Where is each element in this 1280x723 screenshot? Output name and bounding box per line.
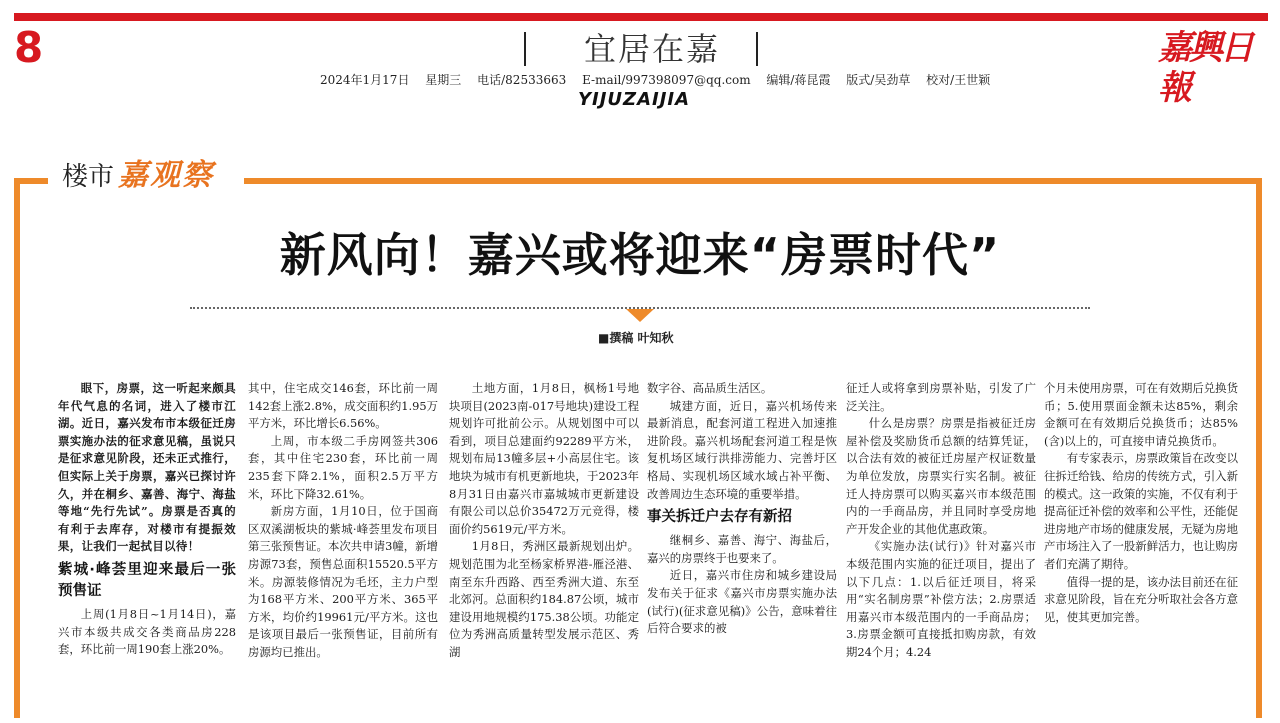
newspaper-masthead: 嘉興日報: [1158, 28, 1251, 108]
triangle-marker-icon: [626, 309, 654, 322]
paragraph: 其中，住宅成交146套，环比前一周142套上涨2.8%，成交面积约1.95万平方米，环比增长6.56%。: [248, 381, 438, 431]
issue-date: 2024年1月17日: [320, 73, 410, 87]
paragraph: 个月未使用房票，可在有效期后兑换货币；5.使用票面金额未达85%，剩余金额可在有效期后兑换货币；达85%(含)以上的，可直接申请兑换货币。: [1044, 381, 1238, 448]
page-number: 8: [14, 23, 44, 72]
article-column-2: [248, 380, 438, 662]
contact-email: E-mail/997398097@qq.com: [582, 73, 751, 87]
article-column-6: [1044, 380, 1238, 626]
paragraph: 数字谷、高品质生活区。: [647, 381, 773, 395]
section-title: 宜居在嘉: [583, 30, 720, 68]
paragraph: 征迁人或将拿到房票补贴，引发了广泛关注。: [846, 381, 1036, 413]
subheading-2: 事关拆迁户去存有新招: [647, 509, 792, 526]
top-red-bar: [14, 13, 1268, 21]
article-column-1: [58, 380, 236, 659]
paragraph: 什么是房票？房票是指被征迁房屋补偿及奖励货币总额的结算凭证，以合法有效的被征迁房屋产权证数量为单位发放，房票实行实名制。被征迁人持房票可以购买嘉兴市本级范围内的一手商品房，并且同时享受房地产开发企业的其他优惠政策。: [846, 416, 1036, 536]
article-column-3: [449, 380, 639, 662]
paragraph: 继桐乡、嘉善、海宁、海盐后，嘉兴的房票终于也要来了。: [647, 533, 837, 565]
paragraph: 1月8日，秀洲区最新规划出炉。规划范围为北至杨家桥界港-雁泾港、南至东升西路、西至秀洲大道、东至北郊河。总面积约184.87公顷，城市建设用地规模约175.38公顷。功能定位为秀洲高质量转型发展示范区、秀湖: [449, 539, 639, 659]
contact-phone: 电话/82533663: [477, 73, 567, 87]
paragraph: 上周(1月8日~1月14日)，嘉兴市本级共成交各类商品房228套，环比前一周190套上涨20%。: [58, 606, 236, 657]
article-byline: ■撰稿 叶知秋: [598, 331, 674, 345]
divider-right: [756, 32, 758, 66]
article-column-4: [647, 380, 837, 638]
paragraph: 有专家表示，房票政策旨在改变以往拆迁给钱、给房的传统方式，引入新的模式。这一政策的实施，不仅有利于提高征迁补偿的效率和公平性，还能促进房地产市场的健康发展，无疑为房地产市场注入了一股新鲜活力，也让购房者们充满了期待。: [1044, 451, 1238, 571]
paragraph: 《实施办法(试行)》针对嘉兴市本级范围内实施的征迁项目，提出了以下几点：1.以后征迁项目，将采用“实名制房票”补偿方法；2.房票适用嘉兴市本级范围内的一手商品房；3.房票金额可直接抵扣购房款，有效期24个月；4.24: [846, 539, 1036, 659]
paragraph: 值得一提的是，该办法目前还在征求意见阶段，旨在充分听取社会各方意见，使其更加完善。: [1044, 574, 1238, 624]
paragraph: 新房方面，1月10日，位于国商区双溪湖板块的紫城·峰荟里发布项目第三张预售证。本次共申请3幢，新增房源73套，预售总面积15520.5平方米。房源装修情况为毛坯，主力户型为168平方米、200平方米、365平方米，均价约19961元/平方米。这也是该项目最后一张预售证，目前所有房源均已推出。: [248, 504, 438, 659]
column-label-main: 楼市: [62, 162, 115, 192]
subheading-1: 紫城·峰荟里迎来最后一张预售证: [58, 561, 236, 599]
column-label-accent: 嘉观察: [118, 158, 214, 193]
proofreader-credit: 校对/王世颖: [926, 73, 991, 87]
paragraph: 城建方面，近日，嘉兴机场传来最新消息，配套河道工程进入加速推进阶段。嘉兴机场配套河道工程是恢复机场区域行洪排涝能力、完善圩区格局、实现机场区域水域占补平衡、改善周边生态环境的重要举措。: [647, 398, 837, 501]
layout-credit: 版式/吴劲草: [846, 73, 911, 87]
info-line: [320, 72, 1002, 88]
article-column-5: [846, 380, 1036, 662]
article-headline: 新风向！嘉兴或将迎来“房票时代”: [279, 228, 1001, 282]
paragraph: 近日，嘉兴市住房和城乡建设局发布关于征求《嘉兴市房票实施办法(试行)(征求意见稿)》公告，意味着往后符合要求的被: [647, 568, 837, 636]
editor-credit: 编辑/蒋昆霞: [766, 73, 831, 87]
issue-weekday: 星期三: [425, 73, 462, 87]
paragraph: 土地方面，1月8日，枫杨1号地块项目(2023南-017号地块)建设工程规划许可批前公示。从规划图中可以看到，项目总建面约92289平方米，规划布局13幢多层+小高层住宅。该地块为城市有机更新地块，于2023年8月31日由嘉兴市嘉城城市更新建设有限公司以总价35472万元竞得，楼面价约5619元/平方米。: [449, 381, 639, 536]
divider-left: [524, 32, 526, 66]
section-pinyin: YIJUZAIJIA: [578, 89, 691, 110]
lead-paragraph: 眼下，房票，这一听起来颇具年代气息的名词，进入了楼市江湖。近日，嘉兴发布市本级征迁房票实施办法的征求意见稿，虽说只是征求意见阶段，还未正式推行，但实际上关于房票，嘉兴已探讨许久，并在桐乡、嘉善、海宁、海盐等地“先行先试”。房票是否真的有利于去库存，对楼市有提振效果，让我们一起拭目以待！: [58, 381, 236, 554]
paragraph: 上周，市本级二手房网签共306套，其中住宅230套，环比前一周235套下降2.1%，面积2.5万平方米，环比下降32.61%。: [248, 433, 438, 501]
